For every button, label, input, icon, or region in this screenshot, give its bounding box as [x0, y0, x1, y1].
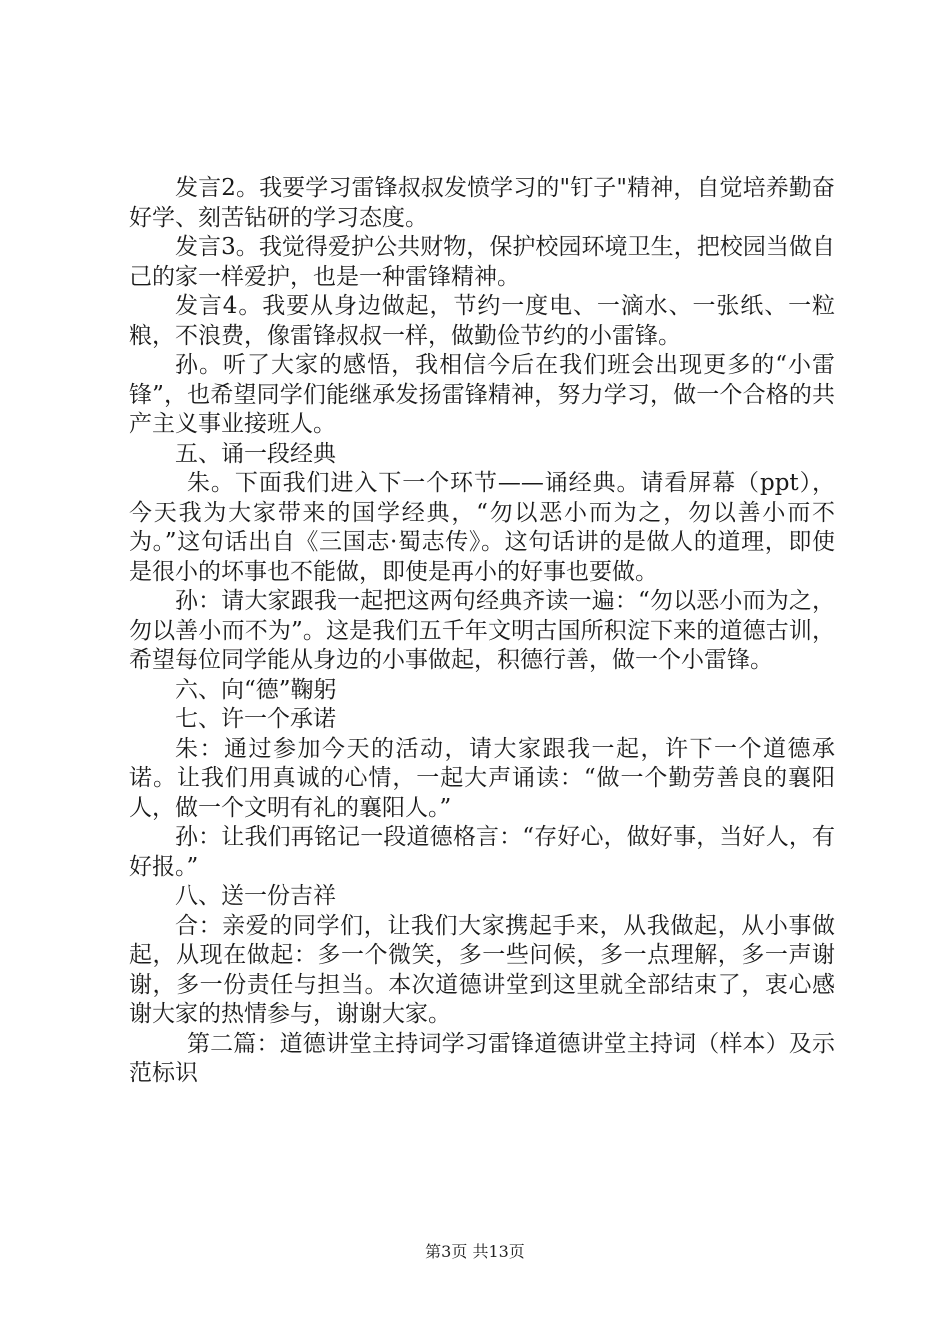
- section-heading-7: 七、许一个承诺: [175, 706, 336, 732]
- paragraph-speech-4: 发言4。我要从身边做起，节约一度电、一滴水、一张纸、一粒粮，不浪费，像雷锋叔叔一样，做勤俭节约的小雷锋。: [129, 293, 835, 349]
- paragraph-zhu-promise: 朱：通过参加今天的活动，请大家跟我一起，许下一个道德承诺。让我们用真诚的心情，一起大声诵读：“做一个勤劳善良的襄阳人，做一个文明有礼的襄阳人。”: [129, 735, 835, 821]
- page-footer: 第3页 共13页: [425, 1242, 525, 1261]
- document-body: [129, 174, 835, 1089]
- paragraph-zhu-classic: 朱。下面我们进入下一个环节——诵经典。请看屏幕（ppt），今天我为大家带来的国学经典，“勿以恶小而为之，勿以善小而不为。”这句话出自《三国志·蜀志传》。这句话讲的是做人的道理，即使是很小的坏事也不能做，即使是再小的好事也要做。: [129, 470, 835, 585]
- paragraph-sun-recite: 孙：请大家跟我一起把这两句经典齐读一遍：“勿以恶小而为之，勿以善小而不为”。这是我们五千年文明古国所积淀下来的道德古训，希望每位同学能从身边的小事做起，积德行善，做一个小雷锋。: [129, 588, 835, 673]
- paragraph-speech-3: 发言3。我觉得爱护公共财物，保护校园环境卫生，把校园当做自己的家一样爱护，也是一种雷锋精神。: [129, 234, 835, 290]
- paragraph-speech-2: 发言2。我要学习雷锋叔叔发愤学习的"钉子"精神，自觉培养勤奋好学、刻苦钻研的学习态度。: [129, 175, 835, 231]
- paragraph-sun-motto: 孙：让我们再铭记一段道德格言：“存好心，做好事，当好人，有好报。”: [129, 824, 835, 880]
- section-heading-6: 六、向“德”鞠躬: [175, 676, 337, 703]
- paragraph-sun-summary: 孙。听了大家的感悟，我相信今后在我们班会出现更多的“小雷锋”，也希望同学们能继承发扬雷锋精神，努力学习，做一个合格的共产主义事业接班人。: [129, 352, 835, 437]
- section-heading-8: 八、送一份吉祥: [175, 883, 336, 909]
- chapter-title-2: 第二篇：道德讲堂主持词学习雷锋道德讲堂主持词（样本）及示范标识: [129, 1030, 835, 1086]
- section-heading-5: 五、诵一段经典: [175, 440, 336, 467]
- paragraph-closing: 合：亲爱的同学们，让我们大家携起手来，从我做起，从小事做起，从现在做起：多一个微笑，多一些问候，多一点理解，多一声谢谢，多一份责任与担当。本次道德讲堂到这里就全部结束了，衷心感谢大家的热情参与，谢谢大家。: [129, 912, 835, 1027]
